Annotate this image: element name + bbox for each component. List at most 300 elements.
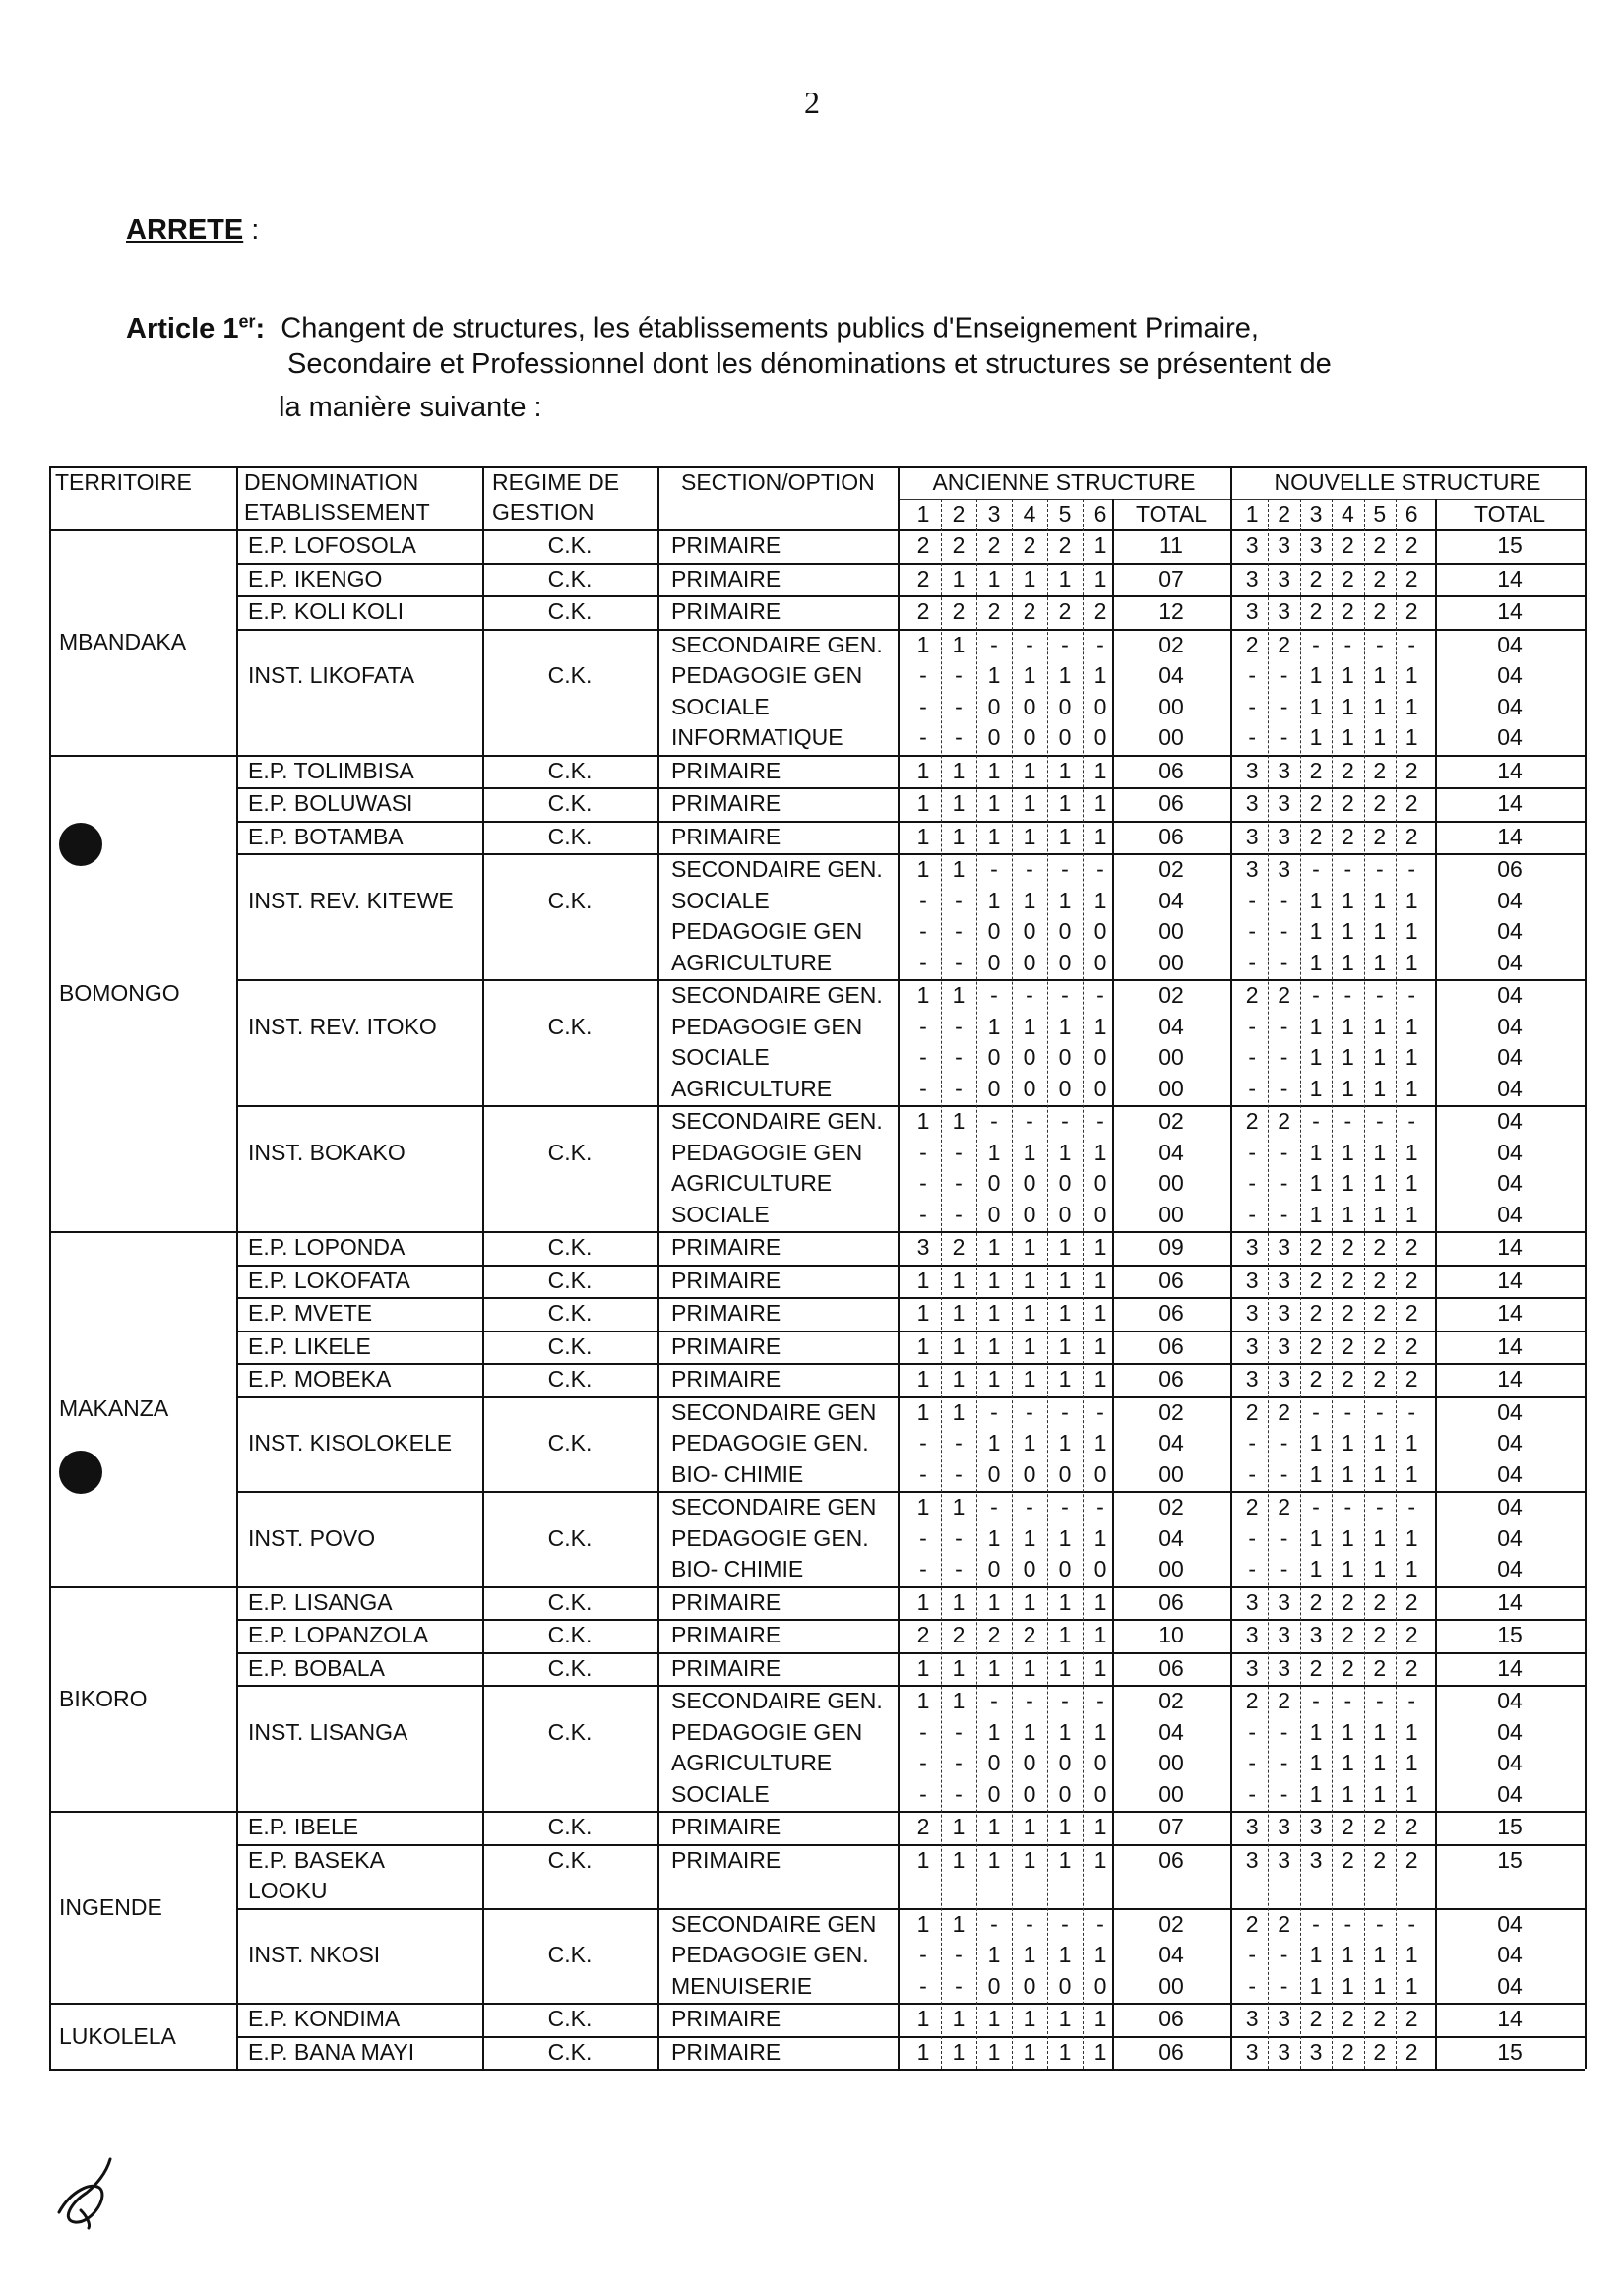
old-grade-value: 0	[1058, 1201, 1072, 1227]
new-grade-value: 1	[1341, 1556, 1354, 1581]
old-grade-value: 1	[987, 1332, 1001, 1359]
new-grade-value: -	[1248, 1524, 1257, 1551]
old-grade-value: 0	[1023, 1201, 1036, 1227]
new-grade-value: -	[1407, 1910, 1416, 1937]
old-grade-value: -	[919, 1075, 927, 1101]
new-grade-value: 3	[1309, 2038, 1323, 2065]
new-grade-value: -	[1248, 1460, 1257, 1487]
old-total-value: 07	[1158, 565, 1184, 591]
new-grade-value: -	[1343, 1688, 1352, 1713]
new-grade-value: 3	[1245, 790, 1259, 816]
old-grade-value: -	[990, 631, 998, 657]
section-option: PEDAGOGIE GEN.	[671, 1942, 869, 1967]
old-grade-value: 1	[987, 1524, 1001, 1551]
new-grade-value: 2	[1309, 565, 1323, 591]
old-grade-value: 1	[1023, 565, 1036, 591]
new-grade-value: 1	[1309, 887, 1323, 913]
old-grade-value: -	[955, 1718, 963, 1745]
old-total-value: 06	[1158, 1267, 1184, 1293]
new-grade-value: 1	[1405, 1780, 1418, 1807]
grade-column-rule	[1396, 499, 1397, 2069]
old-grade-value: 1	[1023, 1366, 1036, 1392]
new-grade-value: 2	[1341, 565, 1354, 591]
new-grade-value: 2	[1309, 757, 1323, 783]
old-grade-value: -	[1061, 1398, 1069, 1425]
old-grade-value: 0	[1023, 918, 1036, 944]
old-grade-value: -	[919, 724, 927, 750]
header-old-grade: 5	[1058, 501, 1072, 527]
old-grade-value: 1	[987, 1234, 1001, 1260]
header-old-grade: 2	[952, 501, 966, 527]
old-grade-value: 1	[916, 1494, 930, 1519]
new-grade-value: 3	[1278, 1622, 1290, 1647]
old-total-value: 00	[1158, 1780, 1184, 1807]
new-grade-value: 1	[1373, 1075, 1387, 1101]
new-total-value: 04	[1497, 724, 1523, 750]
new-total-value: 04	[1497, 1075, 1523, 1101]
old-grade-value: 1	[1023, 662, 1036, 688]
old-total-value: 06	[1158, 1366, 1184, 1392]
new-grade-value: -	[1343, 982, 1352, 1008]
territory-name: INGENDE	[59, 1893, 162, 1920]
school-name: INST. BOKAKO	[248, 1139, 406, 1165]
new-grade-value: 1	[1341, 662, 1354, 688]
new-grade-value: 2	[1309, 1300, 1323, 1326]
old-grade-value: 1	[916, 757, 930, 783]
new-grade-value: 1	[1405, 1075, 1418, 1101]
total-column-rule	[1112, 499, 1114, 2069]
old-grade-value: 0	[987, 949, 1001, 975]
old-grade-value: -	[990, 1108, 998, 1134]
old-grade-value: -	[990, 1688, 998, 1713]
old-total-value: 09	[1158, 1234, 1184, 1260]
old-grade-value: 1	[1023, 1718, 1036, 1745]
regime-gestion: C.K.	[547, 1139, 593, 1165]
old-grade-value: 1	[1058, 887, 1072, 913]
old-grade-value: 1	[1023, 1234, 1036, 1260]
old-grade-value: 0	[1058, 724, 1072, 750]
old-grade-value: 1	[1058, 1718, 1072, 1745]
old-grade-value: 1	[987, 1300, 1001, 1326]
new-grade-value: 1	[1309, 949, 1323, 975]
header-new-grade: 4	[1341, 501, 1354, 527]
section-option: INFORMATIQUE	[671, 724, 843, 750]
school-name: INST. LISANGA	[248, 1718, 408, 1745]
old-grade-value: -	[1061, 631, 1069, 657]
grade-column-rule	[1364, 499, 1365, 2069]
new-grade-value: 3	[1278, 1814, 1290, 1839]
old-grade-value: 0	[1093, 1201, 1107, 1227]
old-grade-value: -	[1061, 1494, 1069, 1519]
new-total-value: 04	[1497, 1688, 1523, 1713]
old-grade-value: 1	[1023, 1942, 1036, 1967]
old-grade-value: 1	[1093, 2006, 1107, 2031]
old-grade-value: -	[990, 1910, 998, 1937]
new-grade-value: -	[1343, 1398, 1352, 1425]
header-old-total: TOTAL	[1136, 501, 1207, 527]
old-grade-value: -	[919, 1139, 927, 1165]
old-total-value: 06	[1158, 1846, 1184, 1873]
old-grade-value: -	[1026, 1910, 1033, 1937]
section-option: SOCIALE	[671, 1201, 770, 1227]
new-grade-value: 3	[1278, 1588, 1290, 1615]
old-grade-value: 0	[1023, 1556, 1036, 1581]
old-grade-value: -	[955, 1460, 963, 1487]
regime-gestion: C.K.	[547, 565, 593, 591]
new-grade-value: 3	[1245, 1622, 1259, 1647]
old-grade-value: 1	[1093, 565, 1107, 591]
new-grade-value: 1	[1405, 662, 1418, 688]
old-grade-value: 0	[1093, 918, 1107, 944]
new-grade-value: 1	[1341, 1075, 1354, 1101]
old-grade-value: 1	[1093, 662, 1107, 688]
new-grade-value: 1	[1309, 693, 1323, 719]
new-grade-value: -	[1375, 1688, 1384, 1713]
new-total-value: 04	[1497, 1910, 1523, 1937]
new-grade-value: 1	[1373, 918, 1387, 944]
old-grade-value: 0	[1093, 1044, 1107, 1070]
section-option: PRIMAIRE	[671, 1234, 781, 1260]
column-rule	[898, 466, 900, 2069]
old-grade-value: 1	[1023, 1654, 1036, 1681]
new-grade-value: -	[1248, 1972, 1257, 1999]
old-grade-value: -	[1061, 856, 1069, 882]
new-grade-value: 2	[1373, 2038, 1387, 2065]
section-option: PRIMAIRE	[671, 1622, 781, 1647]
new-grade-value: 3	[1245, 1814, 1259, 1839]
old-grade-value: -	[919, 1972, 927, 1999]
old-grade-value: 1	[1093, 1942, 1107, 1967]
old-total-value: 00	[1158, 1972, 1184, 1999]
old-total-value: 12	[1158, 598, 1184, 624]
old-grade-value: 0	[1058, 1780, 1072, 1807]
school-name: E.P. MVETE	[248, 1300, 373, 1326]
old-grade-value: 1	[952, 1494, 966, 1519]
new-grade-value: 1	[1309, 1075, 1323, 1101]
new-grade-value: 1	[1341, 1460, 1354, 1487]
new-grade-value: 3	[1278, 1300, 1290, 1326]
new-grade-value: 2	[1309, 1588, 1323, 1615]
old-grade-value: 2	[1023, 598, 1036, 624]
old-grade-value: 1	[987, 887, 1001, 913]
new-grade-value: 1	[1373, 887, 1387, 913]
old-grade-value: 2	[952, 1622, 966, 1647]
new-grade-value: 1	[1341, 1718, 1354, 1745]
old-grade-value: -	[1026, 1688, 1033, 1713]
new-grade-value: 2	[1341, 1654, 1354, 1681]
new-grade-value: 3	[1278, 2038, 1290, 2065]
new-grade-value: 3	[1245, 1588, 1259, 1615]
old-grade-value: 0	[1023, 1460, 1036, 1487]
old-grade-value: 0	[987, 693, 1001, 719]
old-grade-value: 1	[1058, 1814, 1072, 1839]
old-grade-value: 2	[987, 532, 1001, 558]
old-grade-value: 1	[916, 790, 930, 816]
new-grade-value: 2	[1245, 1108, 1259, 1134]
new-grade-value: -	[1248, 949, 1257, 975]
new-grade-value: 2	[1341, 790, 1354, 816]
new-grade-value: 2	[1373, 598, 1387, 624]
old-total-value: 06	[1158, 2006, 1184, 2031]
new-grade-value: 2	[1405, 2038, 1418, 2065]
new-grade-value: 3	[1278, 532, 1290, 558]
school-name: INST. KISOLOKELE	[248, 1430, 453, 1456]
new-grade-value: 3	[1309, 1814, 1323, 1839]
new-grade-value: 2	[1405, 1234, 1418, 1260]
new-total-value: 14	[1497, 1332, 1523, 1359]
old-grade-value: -	[919, 1750, 927, 1775]
new-grade-value: 2	[1278, 1494, 1290, 1519]
column-rule	[49, 466, 51, 2069]
new-grade-value: 2	[1309, 1267, 1323, 1293]
new-grade-value: 1	[1405, 887, 1418, 913]
new-grade-value: 3	[1245, 1332, 1259, 1359]
old-grade-value: 1	[1058, 1430, 1072, 1456]
old-grade-value: 0	[1093, 1075, 1107, 1101]
old-grade-value: 1	[1023, 1430, 1036, 1456]
header-new-grade: 2	[1278, 501, 1290, 527]
old-grade-value: 1	[952, 1846, 966, 1873]
new-grade-value: -	[1280, 1750, 1288, 1775]
territory-name: BOMONGO	[59, 979, 180, 1006]
old-grade-value: 1	[1023, 1332, 1036, 1359]
new-grade-value: 2	[1309, 1234, 1323, 1260]
old-grade-value: -	[955, 1430, 963, 1456]
section-option: AGRICULTURE	[671, 1170, 833, 1196]
new-grade-value: -	[1407, 1494, 1416, 1519]
section-option: PRIMAIRE	[671, 790, 781, 816]
column-rule	[657, 466, 659, 2069]
regime-gestion: C.K.	[547, 2006, 593, 2031]
new-grade-value: -	[1248, 662, 1257, 688]
grade-column-rule	[1300, 499, 1301, 2069]
new-total-value: 04	[1497, 918, 1523, 944]
old-grade-value: 0	[1058, 693, 1072, 719]
old-grade-value: 1	[952, 1654, 966, 1681]
old-grade-value: 1	[1093, 1430, 1107, 1456]
old-grade-value: 0	[1058, 1075, 1072, 1101]
column-rule	[482, 466, 484, 2069]
old-grade-value: -	[955, 724, 963, 750]
regime-gestion: C.K.	[547, 1846, 593, 1873]
old-grade-value: 0	[1093, 1170, 1107, 1196]
old-total-value: 00	[1158, 1556, 1184, 1581]
section-option: PRIMAIRE	[671, 1588, 781, 1615]
table-top-border	[49, 466, 1585, 468]
old-grade-value: 1	[1093, 1622, 1107, 1647]
old-grade-value: -	[1096, 1910, 1104, 1937]
old-grade-value: -	[919, 1013, 927, 1039]
new-grade-value: 2	[1341, 1300, 1354, 1326]
old-grade-value: 1	[987, 1846, 1001, 1873]
new-total-value: 04	[1497, 1556, 1523, 1581]
new-grade-value: 1	[1341, 1013, 1354, 1039]
new-total-value: 04	[1497, 887, 1523, 913]
section-option: AGRICULTURE	[671, 949, 833, 975]
old-grade-value: -	[955, 887, 963, 913]
grade-column-rule	[976, 499, 977, 2069]
regime-gestion: C.K.	[547, 757, 593, 783]
page-number: 2	[804, 85, 820, 120]
old-grade-value: -	[955, 1524, 963, 1551]
old-grade-value: 0	[1023, 1044, 1036, 1070]
old-grade-value: 0	[1093, 1750, 1107, 1775]
old-grade-value: 1	[1093, 1234, 1107, 1260]
punch-hole-dot	[59, 1451, 102, 1494]
regime-gestion: C.K.	[547, 1013, 593, 1039]
old-grade-value: 1	[916, 1366, 930, 1392]
old-grade-value: 1	[1023, 1588, 1036, 1615]
new-grade-value: -	[1312, 1398, 1320, 1425]
old-grade-value: -	[955, 1075, 963, 1101]
new-grade-value: 1	[1341, 693, 1354, 719]
old-grade-value: 0	[1058, 1044, 1072, 1070]
new-grade-value: 2	[1341, 1234, 1354, 1260]
new-grade-value: 1	[1405, 1556, 1418, 1581]
old-grade-value: 0	[987, 1170, 1001, 1196]
new-grade-value: 1	[1405, 918, 1418, 944]
new-grade-value: 1	[1373, 1201, 1387, 1227]
old-grade-value: 0	[987, 1780, 1001, 1807]
new-grade-value: 3	[1278, 856, 1290, 882]
old-total-value: 00	[1158, 1201, 1184, 1227]
new-grade-value: 2	[1405, 565, 1418, 591]
new-grade-value: 1	[1341, 949, 1354, 975]
new-grade-value: -	[1280, 1013, 1288, 1039]
new-grade-value: 2	[1373, 1622, 1387, 1647]
old-grade-value: 1	[1023, 2038, 1036, 2065]
old-grade-value: 1	[987, 1814, 1001, 1839]
old-grade-value: -	[1096, 1688, 1104, 1713]
old-grade-value: 2	[987, 1622, 1001, 1647]
section-option: PRIMAIRE	[671, 1332, 781, 1359]
old-grade-value: 1	[1093, 1013, 1107, 1039]
section-option: PEDAGOGIE GEN	[671, 1139, 863, 1165]
old-grade-value: 0	[1023, 1075, 1036, 1101]
old-grade-value: 1	[952, 2038, 966, 2065]
old-grade-value: 2	[916, 565, 930, 591]
new-grade-value: 2	[1373, 1588, 1387, 1615]
new-grade-value: 1	[1405, 1524, 1418, 1551]
new-grade-value: 2	[1373, 1654, 1387, 1681]
old-grade-value: 0	[1058, 1750, 1072, 1775]
old-grade-value: -	[955, 693, 963, 719]
new-total-value: 04	[1497, 1494, 1523, 1519]
new-grade-value: 3	[1245, 1300, 1259, 1326]
new-grade-value: -	[1280, 662, 1288, 688]
old-grade-value: 2	[1023, 532, 1036, 558]
new-grade-value: 2	[1341, 1846, 1354, 1873]
new-grade-value: -	[1407, 1688, 1416, 1713]
new-grade-value: -	[1280, 1075, 1288, 1101]
new-grade-value: -	[1343, 1108, 1352, 1134]
old-grade-value: 0	[1093, 693, 1107, 719]
new-grade-value: 1	[1309, 1201, 1323, 1227]
old-grade-value: 2	[1058, 598, 1072, 624]
old-grade-value: 1	[952, 1366, 966, 1392]
old-grade-value: 0	[1058, 1170, 1072, 1196]
new-grade-value: 2	[1373, 532, 1387, 558]
old-grade-value: 1	[1058, 1267, 1072, 1293]
new-total-value: 15	[1497, 532, 1523, 558]
old-grade-value: 1	[987, 1366, 1001, 1392]
grade-column-rule	[1047, 499, 1048, 2069]
regime-gestion: C.K.	[547, 598, 593, 624]
old-grade-value: 1	[1058, 790, 1072, 816]
section-option: SECONDAIRE GEN.	[671, 982, 883, 1008]
new-grade-value: 2	[1405, 1654, 1418, 1681]
header-new-grade: 5	[1373, 501, 1387, 527]
new-grade-value: 2	[1278, 1108, 1290, 1134]
old-grade-value: 1	[916, 1398, 930, 1425]
header-new-grade: 1	[1245, 501, 1259, 527]
old-grade-value: -	[955, 1044, 963, 1070]
old-grade-value: -	[1096, 1398, 1104, 1425]
old-total-value: 02	[1158, 1910, 1184, 1937]
section-option: PRIMAIRE	[671, 823, 781, 849]
old-grade-value: -	[919, 887, 927, 913]
grade-column-rule	[941, 499, 942, 2069]
new-grade-value: -	[1280, 887, 1288, 913]
old-grade-value: -	[1096, 982, 1104, 1008]
old-grade-value: -	[919, 1430, 927, 1456]
old-grade-value: -	[919, 949, 927, 975]
new-grade-value: -	[1280, 1139, 1288, 1165]
new-total-value: 14	[1497, 1234, 1523, 1260]
section-option: PRIMAIRE	[671, 565, 781, 591]
header-ancienne-structure: ANCIENNE STRUCTURE	[932, 469, 1196, 495]
new-grade-value: 1	[1373, 1430, 1387, 1456]
old-grade-value: 1	[916, 1108, 930, 1134]
new-grade-value: -	[1407, 631, 1416, 657]
old-grade-value: 1	[1058, 1013, 1072, 1039]
old-grade-value: 2	[916, 532, 930, 558]
old-grade-value: 0	[987, 724, 1001, 750]
heading-text: ARRETE	[126, 215, 244, 246]
new-grade-value: 3	[1245, 1267, 1259, 1293]
old-total-value: 02	[1158, 1494, 1184, 1519]
new-grade-value: -	[1248, 887, 1257, 913]
old-grade-value: -	[919, 1942, 927, 1967]
old-grade-value: -	[1096, 856, 1104, 882]
old-grade-value: -	[919, 662, 927, 688]
old-grade-value: 0	[1058, 949, 1072, 975]
old-grade-value: -	[919, 693, 927, 719]
new-grade-value: 1	[1309, 1430, 1323, 1456]
new-grade-value: 1	[1373, 1718, 1387, 1745]
old-grade-value: 1	[916, 1332, 930, 1359]
section-option: SOCIALE	[671, 693, 770, 719]
new-total-value: 14	[1497, 2006, 1523, 2031]
old-total-value: 00	[1158, 1170, 1184, 1196]
old-grade-value: 1	[1058, 1588, 1072, 1615]
new-total-value: 04	[1497, 631, 1523, 657]
old-grade-value: 0	[1058, 1972, 1072, 1999]
old-grade-value: 1	[1058, 757, 1072, 783]
new-grade-value: 1	[1373, 1170, 1387, 1196]
old-total-value: 00	[1158, 1075, 1184, 1101]
old-total-value: 00	[1158, 1750, 1184, 1775]
new-grade-value: 1	[1309, 1013, 1323, 1039]
old-grade-value: -	[919, 1170, 927, 1196]
new-grade-value: 1	[1341, 724, 1354, 750]
new-grade-value: 1	[1373, 1044, 1387, 1070]
new-grade-value: -	[1375, 1494, 1384, 1519]
new-grade-value: 2	[1341, 757, 1354, 783]
old-grade-value: -	[955, 918, 963, 944]
old-grade-value: -	[1061, 1910, 1069, 1937]
new-grade-value: 3	[1309, 532, 1323, 558]
